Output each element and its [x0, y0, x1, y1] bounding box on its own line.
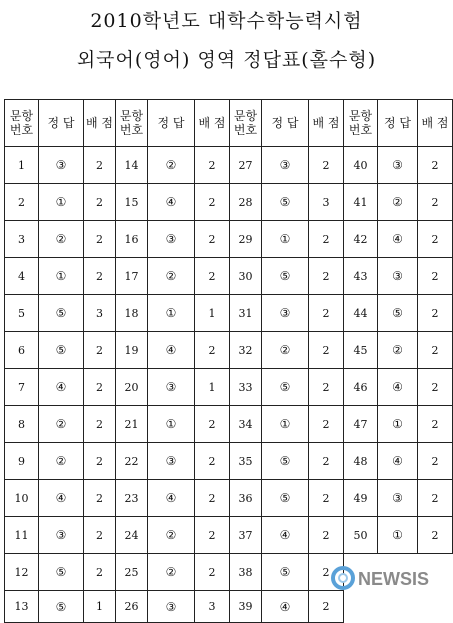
points-value: 2: [418, 332, 453, 369]
document-subtitle: 외국어(영어) 영역 정답표(홀수형): [76, 49, 377, 71]
points-value: 1: [84, 591, 116, 623]
points-value: 2: [418, 480, 453, 517]
question-number: 31: [230, 295, 262, 332]
points-value: 3: [195, 591, 230, 623]
question-number: 34: [230, 406, 262, 443]
question-number: 20: [116, 369, 148, 406]
answer-value: ②: [39, 443, 84, 480]
answer-value: ①: [148, 406, 195, 443]
question-number: 23: [116, 480, 148, 517]
points-value: 2: [84, 406, 116, 443]
question-number: 1: [5, 147, 39, 184]
question-number: 49: [344, 480, 378, 517]
question-number: 44: [344, 295, 378, 332]
question-number: 12: [5, 554, 39, 591]
points-value: 2: [418, 443, 453, 480]
points-value: 2: [309, 554, 344, 591]
document-title: 2010학년도 대학수학능력시험: [90, 10, 363, 32]
answer-value: ③: [39, 517, 84, 554]
points-value: 2: [195, 332, 230, 369]
question-number: 9: [5, 443, 39, 480]
answer-value: ④: [378, 221, 418, 258]
answer-value: ④: [39, 369, 84, 406]
question-number: 36: [230, 480, 262, 517]
empty-cell: [344, 591, 378, 623]
question-number: 16: [116, 221, 148, 258]
table-row: [5, 258, 453, 295]
table-row: [5, 480, 453, 517]
answer-value: ③: [148, 221, 195, 258]
points-value: 2: [309, 517, 344, 554]
answer-value: ②: [148, 554, 195, 591]
empty-cell: [418, 591, 453, 623]
question-number: 22: [116, 443, 148, 480]
points-value: 2: [418, 295, 453, 332]
points-value: 2: [418, 369, 453, 406]
question-number: 24: [116, 517, 148, 554]
points-value: 2: [418, 147, 453, 184]
question-number: 28: [230, 184, 262, 221]
points-value: 2: [309, 258, 344, 295]
question-number: 2: [5, 184, 39, 221]
points-value: 2: [309, 221, 344, 258]
question-number: 6: [5, 332, 39, 369]
points-value: 2: [418, 221, 453, 258]
question-number: 41: [344, 184, 378, 221]
points-value: 2: [195, 184, 230, 221]
answer-value: ③: [378, 480, 418, 517]
points-value: 2: [84, 184, 116, 221]
points-value: 3: [309, 184, 344, 221]
answer-value: ①: [378, 517, 418, 554]
points-value: 2: [84, 221, 116, 258]
answer-value: ②: [378, 184, 418, 221]
question-number: 45: [344, 332, 378, 369]
answer-value: ⑤: [262, 443, 309, 480]
newsis-watermark: [330, 565, 450, 591]
question-number: 37: [230, 517, 262, 554]
question-number: 29: [230, 221, 262, 258]
points-value: 2: [195, 147, 230, 184]
question-number: 4: [5, 258, 39, 295]
question-number: 18: [116, 295, 148, 332]
points-value: 2: [195, 221, 230, 258]
answer-value: ④: [262, 591, 309, 623]
answer-value: ④: [148, 480, 195, 517]
answer-value: ③: [378, 258, 418, 295]
answer-value: ⑤: [262, 480, 309, 517]
question-number: 13: [5, 591, 39, 623]
answer-key-table: [4, 99, 453, 623]
answer-value: ⑤: [262, 258, 309, 295]
answer-value: ③: [378, 147, 418, 184]
header-points: 배 점: [418, 100, 453, 147]
question-number: 3: [5, 221, 39, 258]
question-number: 48: [344, 443, 378, 480]
question-number: 25: [116, 554, 148, 591]
answer-value: ③: [148, 591, 195, 623]
question-number: 33: [230, 369, 262, 406]
points-value: 2: [84, 443, 116, 480]
points-value: 2: [309, 591, 344, 623]
table-row: [5, 406, 453, 443]
question-number: 39: [230, 591, 262, 623]
question-number: 46: [344, 369, 378, 406]
question-number: 40: [344, 147, 378, 184]
answer-value: ⑤: [262, 184, 309, 221]
answer-value: ①: [262, 221, 309, 258]
newsis-logo-text: NEWSIS: [358, 569, 430, 589]
points-value: 3: [84, 295, 116, 332]
points-value: 2: [309, 406, 344, 443]
answer-value: ②: [378, 332, 418, 369]
table-row: [5, 332, 453, 369]
answer-value: ④: [148, 332, 195, 369]
header-points: 배 점: [309, 100, 344, 147]
question-number: 32: [230, 332, 262, 369]
question-number: 38: [230, 554, 262, 591]
answer-value: ②: [148, 258, 195, 295]
answer-value: ④: [39, 480, 84, 517]
question-number: 10: [5, 480, 39, 517]
header-number: 문항 번호: [344, 100, 378, 147]
header-answer: 정 답: [262, 100, 309, 147]
question-number: 42: [344, 221, 378, 258]
answer-value: ⑤: [262, 554, 309, 591]
points-value: 2: [418, 184, 453, 221]
question-number: 5: [5, 295, 39, 332]
answer-value: ②: [148, 517, 195, 554]
points-value: 2: [418, 517, 453, 554]
points-value: 2: [84, 369, 116, 406]
header-number: 문항 번호: [116, 100, 148, 147]
question-number: 21: [116, 406, 148, 443]
table-row: [5, 184, 453, 221]
points-value: 2: [309, 147, 344, 184]
points-value: 2: [84, 147, 116, 184]
points-value: 2: [84, 258, 116, 295]
question-number: 14: [116, 147, 148, 184]
points-value: 2: [195, 406, 230, 443]
table-row: [5, 147, 453, 184]
points-value: 2: [84, 480, 116, 517]
points-value: 2: [418, 406, 453, 443]
header-number: 문항 번호: [230, 100, 262, 147]
header-number: 문항 번호: [5, 100, 39, 147]
header-answer: 정 답: [378, 100, 418, 147]
header-answer: 정 답: [148, 100, 195, 147]
table-row: [5, 295, 453, 332]
empty-cell: [378, 591, 418, 623]
question-number: 19: [116, 332, 148, 369]
answer-value: ⑤: [39, 332, 84, 369]
table-row: [5, 591, 453, 623]
answer-value: ①: [378, 406, 418, 443]
header-points: 배 점: [84, 100, 116, 147]
points-value: 2: [195, 443, 230, 480]
question-number: 43: [344, 258, 378, 295]
points-value: 2: [195, 480, 230, 517]
points-value: 2: [309, 295, 344, 332]
points-value: 1: [195, 295, 230, 332]
table-row: [5, 369, 453, 406]
answer-value: ⑤: [378, 295, 418, 332]
answer-value: ④: [378, 443, 418, 480]
question-number: 26: [116, 591, 148, 623]
answer-value: ④: [148, 184, 195, 221]
question-number: 50: [344, 517, 378, 554]
header-answer: 정 답: [39, 100, 84, 147]
answer-value: ③: [262, 147, 309, 184]
question-number: 47: [344, 406, 378, 443]
points-value: 2: [84, 554, 116, 591]
points-value: 2: [309, 369, 344, 406]
answer-value: ③: [39, 147, 84, 184]
points-value: 2: [84, 517, 116, 554]
points-value: 2: [195, 517, 230, 554]
answer-value: ④: [378, 369, 418, 406]
points-value: 1: [195, 369, 230, 406]
points-value: 2: [195, 554, 230, 591]
answer-value: ①: [39, 258, 84, 295]
question-number: 15: [116, 184, 148, 221]
question-number: 35: [230, 443, 262, 480]
answer-value: ①: [262, 406, 309, 443]
table-row: [5, 221, 453, 258]
answer-value: ②: [262, 332, 309, 369]
answer-value: ①: [148, 295, 195, 332]
points-value: 2: [84, 332, 116, 369]
points-value: 2: [195, 258, 230, 295]
answer-value: ③: [148, 443, 195, 480]
question-number: 30: [230, 258, 262, 295]
answer-value: ①: [39, 184, 84, 221]
points-value: 2: [309, 332, 344, 369]
answer-value: ⑤: [39, 554, 84, 591]
answer-value: ④: [262, 517, 309, 554]
question-number: 27: [230, 147, 262, 184]
answer-value: ②: [39, 406, 84, 443]
answer-value: ②: [39, 221, 84, 258]
question-number: 17: [116, 258, 148, 295]
points-value: 2: [309, 480, 344, 517]
points-value: 2: [418, 258, 453, 295]
question-number: 7: [5, 369, 39, 406]
answer-value: ②: [148, 147, 195, 184]
question-number: 11: [5, 517, 39, 554]
table-row: [5, 517, 453, 554]
answer-value: ⑤: [39, 295, 84, 332]
table-row: [5, 443, 453, 480]
answer-value: ③: [262, 295, 309, 332]
answer-value: ⑤: [262, 369, 309, 406]
question-number: 8: [5, 406, 39, 443]
newsis-logo-core-icon: [339, 574, 347, 582]
answer-value: ③: [148, 369, 195, 406]
table-header-row: [5, 100, 453, 147]
points-value: 2: [309, 443, 344, 480]
header-points: 배 점: [195, 100, 230, 147]
answer-value: ⑤: [39, 591, 84, 623]
